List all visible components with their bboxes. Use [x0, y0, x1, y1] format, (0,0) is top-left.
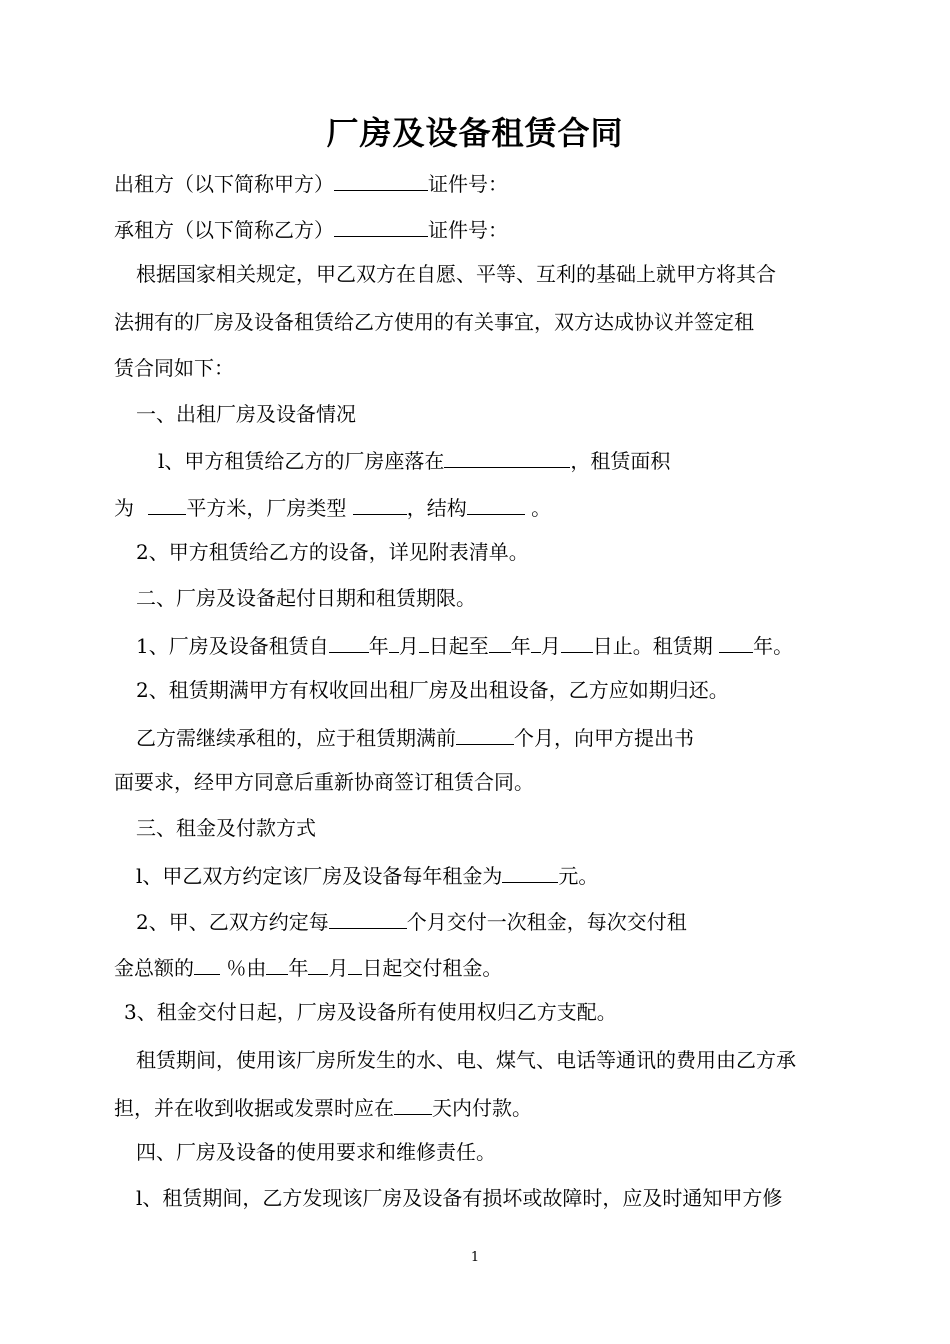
text: 日起至 — [428, 634, 489, 658]
section-heading: 四、厂房及设备的使用要求和维修责任。 — [136, 1140, 496, 1164]
text: 月 — [398, 634, 419, 658]
section-heading: 一、出租厂房及设备情况 — [136, 402, 356, 426]
text: 日止。租赁期 — [592, 634, 720, 658]
text: 出租方（以下简称甲方） — [114, 172, 334, 196]
text: 为 — [114, 496, 141, 520]
text: 平方米，厂房类型 — [186, 496, 353, 520]
text: 年 — [368, 634, 389, 658]
text: 日起交付租金。 — [362, 956, 503, 980]
blank-field — [489, 630, 511, 653]
paragraph-line: 法拥有的厂房及设备租赁给乙方使用的有关事宜，双方达成协议并签定租 — [114, 310, 754, 334]
text: 月 — [328, 956, 349, 980]
text: 金总额的 — [114, 956, 194, 980]
text: 承租方（以下简称乙方） — [114, 218, 334, 242]
blank-field — [444, 445, 570, 468]
clause-line — [136, 860, 598, 890]
text: 1、厂房及设备租赁自 — [136, 634, 329, 658]
clause-line: 2、甲方租赁给乙方的设备，详见附表清单。 — [136, 540, 529, 564]
blank-field — [148, 492, 186, 515]
clause-line — [158, 445, 670, 475]
text: 月 — [540, 634, 561, 658]
blank-field — [266, 952, 288, 975]
blank-field — [531, 630, 541, 653]
text: 个月交付一次租金，每次交付租 — [406, 910, 687, 934]
text: 年 — [288, 956, 309, 980]
clause-line — [114, 492, 551, 522]
blank-field — [467, 492, 525, 515]
text: l、甲乙双方约定该厂房及设备每年租金为 — [136, 864, 503, 888]
text: 2、甲、乙双方约定每 — [136, 910, 329, 934]
text: 证件号： — [428, 218, 508, 242]
blank-field — [389, 630, 399, 653]
clause-line: l、租赁期间，乙方发现该厂房及设备有损坏或故障时，应及时通知甲方修 — [136, 1186, 783, 1210]
clause-line: 3、租金交付日起，厂房及设备所有使用权归乙方支配。 — [124, 1000, 617, 1024]
text: l、甲方租赁给乙方的厂房座落在 — [158, 449, 445, 473]
paragraph-line — [114, 1092, 532, 1122]
text: 。 — [524, 496, 552, 520]
blank-field — [561, 630, 593, 653]
blank-field — [419, 630, 429, 653]
blank-field — [353, 492, 407, 515]
text: 乙方需继续承租的，应于租赁期满前 — [136, 726, 456, 750]
blank-field — [194, 952, 220, 975]
paragraph-line: 根据国家相关规定，甲乙双方在自愿、平等、互利的基础上就甲方将其合 — [136, 262, 776, 286]
text: 担，并在收到收据或发票时应在 — [114, 1096, 394, 1120]
clause-line: 2、租赁期满甲方有权收回出租厂房及出租设备，乙方应如期归还。 — [136, 678, 729, 702]
clause-line: 面要求，经甲方同意后重新协商签订租赁合同。 — [114, 770, 534, 794]
clause-line — [136, 722, 694, 752]
blank-field — [719, 630, 753, 653]
text: 年 — [510, 634, 531, 658]
blank-field — [348, 952, 362, 975]
blank-field — [394, 1092, 432, 1115]
blank-field — [456, 722, 514, 745]
page-number: 1 — [470, 1250, 480, 1265]
lessee-line — [114, 214, 508, 244]
blank-field — [334, 168, 428, 191]
clause-line — [136, 906, 687, 936]
paragraph-line: 赁合同如下： — [114, 356, 234, 380]
clause-line — [136, 630, 793, 660]
blank-field — [502, 860, 558, 883]
text: ，结构 — [406, 496, 467, 520]
blank-field — [329, 630, 369, 653]
text: ，租赁面积 — [570, 449, 671, 473]
section-heading: 三、租金及付款方式 — [136, 816, 316, 840]
paragraph-line: 租赁期间，使用该厂房所发生的水、电、煤气、电话等通讯的费用由乙方承 — [136, 1048, 796, 1072]
blank-field — [334, 214, 428, 237]
document-title: 厂房及设备租赁合同 — [326, 114, 624, 152]
clause-line — [114, 952, 502, 982]
blank-field — [308, 952, 328, 975]
blank-field — [329, 906, 407, 929]
text: 个月，向甲方提出书 — [514, 726, 694, 750]
section-heading: 二、厂房及设备起付日期和租赁期限。 — [136, 586, 476, 610]
text: 证件号： — [428, 172, 508, 196]
lessor-line — [114, 168, 508, 198]
text: 元。 — [558, 864, 599, 888]
text: ％由 — [220, 956, 267, 980]
text: 天内付款。 — [432, 1096, 532, 1120]
text: 年。 — [753, 634, 794, 658]
